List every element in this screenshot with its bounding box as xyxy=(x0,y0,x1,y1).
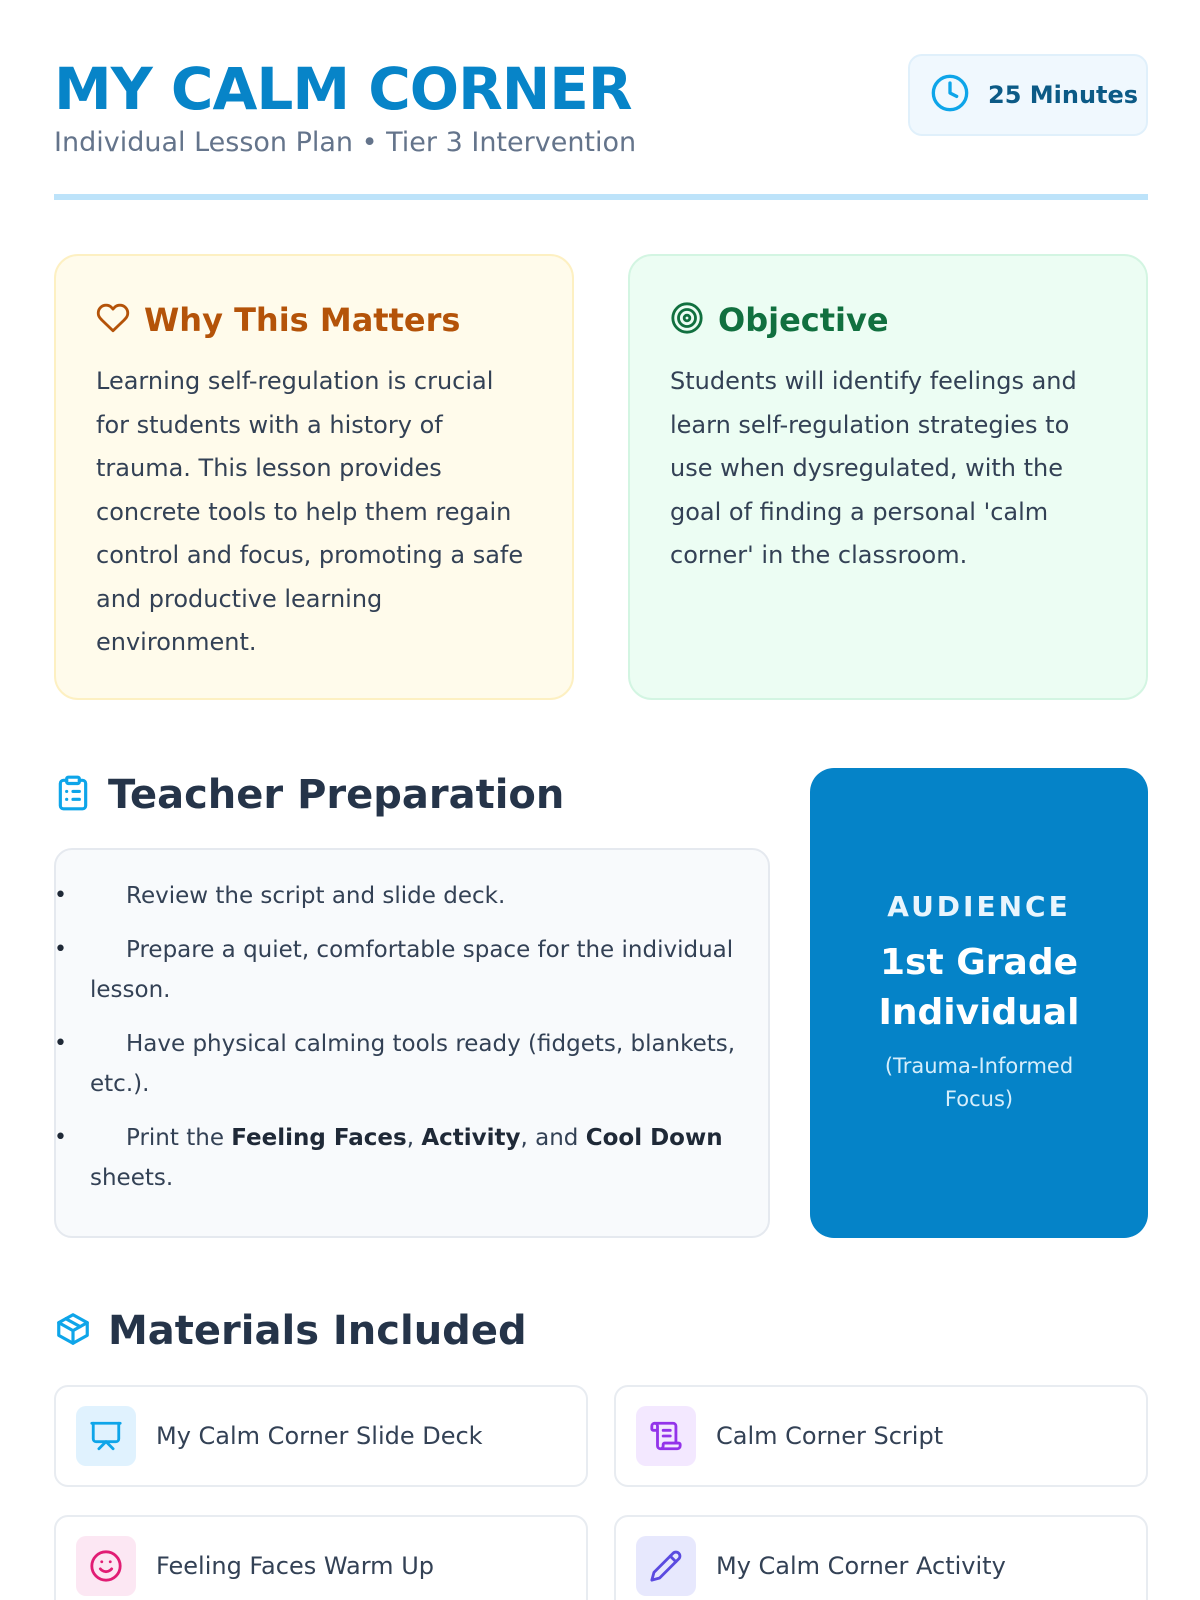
page-header xyxy=(54,54,1148,200)
material-feeling-faces[interactable] xyxy=(54,1515,588,1600)
teacher-preparation-list xyxy=(54,848,770,1238)
print-activity: Activity xyxy=(421,1125,521,1151)
duration-badge xyxy=(908,54,1148,136)
material-activity[interactable] xyxy=(614,1515,1148,1600)
material-label: Calm Corner Script xyxy=(716,1422,944,1450)
print-feeling-faces: Feeling Faces xyxy=(231,1125,407,1151)
pencil-icon xyxy=(636,1536,696,1596)
clipboard-icon xyxy=(54,774,92,816)
objective-body: Students will identify feelings and learn self-regulation strategies to use when dysregulated, with the goal of finding a personal 'calm corner' in the classroom. xyxy=(670,367,1077,569)
why-this-matters-card xyxy=(54,254,574,700)
why-body: Learning self-regulation is crucial for students with a history of trauma. This lesson provides concrete tools to help them regain control and focus, promoting a safe and productive learning environment. xyxy=(96,367,524,656)
print-prefix: Print the xyxy=(126,1125,232,1151)
clock-icon xyxy=(930,73,970,117)
presentation-icon xyxy=(76,1406,136,1466)
lesson-plan-page xyxy=(54,0,1148,1600)
material-label: My Calm Corner Slide Deck xyxy=(156,1422,483,1450)
materials-title: Materials Included xyxy=(108,1308,527,1354)
audience-label: AUDIENCE xyxy=(887,890,1071,923)
material-slide-deck[interactable] xyxy=(54,1385,588,1487)
page-subtitle: Individual Lesson Plan • Tier 3 Intervention xyxy=(54,127,637,158)
audience-value: 1st Grade Individual xyxy=(878,942,1080,1033)
print-suffix: sheets. xyxy=(90,1165,174,1191)
scroll-icon xyxy=(636,1406,696,1466)
prep-item: • Have physical calming tools ready (fidgets, blankets, etc.). xyxy=(90,1024,736,1104)
audience-box xyxy=(810,768,1148,1238)
teacher-preparation-title: Teacher Preparation xyxy=(108,772,565,818)
prep-item-print xyxy=(90,1118,736,1198)
prep-item: • Review the script and slide deck. xyxy=(90,876,736,916)
duration-text: 25 Minutes xyxy=(988,81,1139,109)
material-label: Feeling Faces Warm Up xyxy=(156,1552,434,1580)
target-icon xyxy=(670,301,704,339)
smile-icon xyxy=(76,1536,136,1596)
audience-note: (Trauma-Informed Focus) xyxy=(884,1054,1074,1111)
objective-title: Objective xyxy=(718,301,889,339)
print-sep-2: , and xyxy=(520,1125,586,1151)
material-label: My Calm Corner Activity xyxy=(716,1552,1006,1580)
why-title: Why This Matters xyxy=(144,301,461,339)
print-cool-down: Cool Down xyxy=(585,1125,723,1151)
box-icon xyxy=(54,1310,92,1352)
page-title: MY CALM CORNER xyxy=(54,55,632,123)
print-sep-1: , xyxy=(406,1125,422,1151)
material-script[interactable] xyxy=(614,1385,1148,1487)
prep-item: • Prepare a quiet, comfortable space for the individual lesson. xyxy=(90,930,736,1010)
materials-heading xyxy=(54,1303,527,1359)
heart-icon xyxy=(96,301,130,339)
objective-card xyxy=(628,254,1148,700)
teacher-preparation-heading xyxy=(54,767,564,823)
